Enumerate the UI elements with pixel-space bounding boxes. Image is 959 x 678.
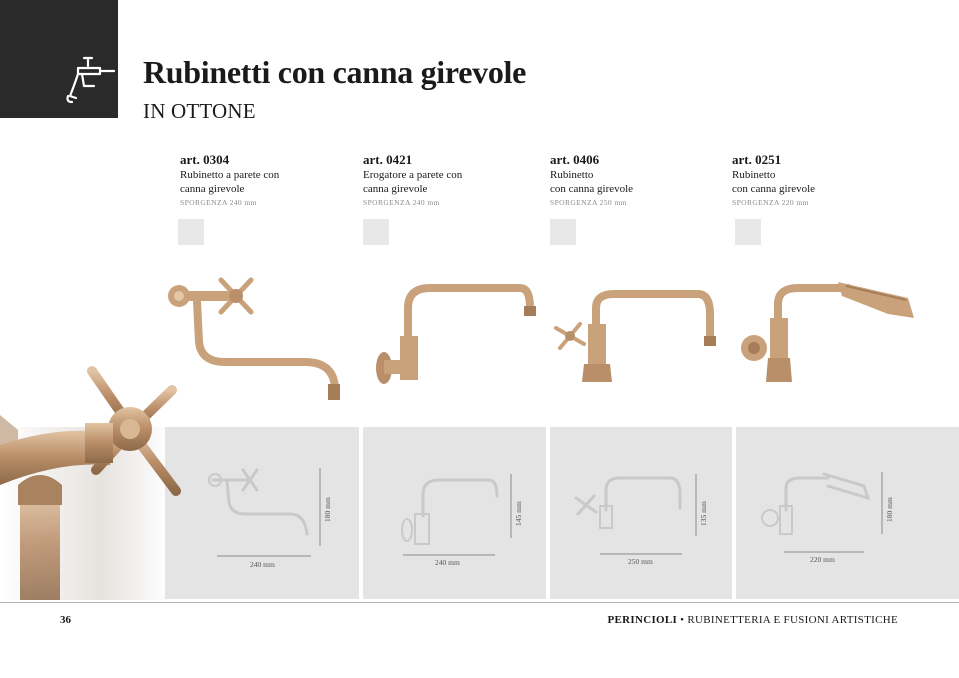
width-dimension: 220 mm [810,555,835,564]
product-code: art. 0251 [732,152,782,167]
footer-brand-line [607,614,898,626]
product-image-0421 [370,278,540,390]
product-image-0304 [165,262,350,407]
width-dimension: 250 mm [628,557,653,566]
faucet-icon [60,52,116,106]
product-code: art. 0304 [180,152,230,167]
height-dimension: 145 mm [514,501,523,526]
height-dimension: 180 mm [885,497,894,522]
corner-logo-block [0,0,118,118]
brand-name: PERINCIOLI [607,614,678,626]
product-code: art. 0421 [363,152,413,167]
height-dimension: 180 mm [323,497,332,522]
dimension-diagram-0406 [570,470,720,570]
dimension-diagram-0421 [395,470,530,570]
finish-swatch[interactable] [735,219,761,245]
product-image-0251 [738,278,918,386]
product-spec: SPORGENZA 240 mm [180,198,257,207]
page-number: 36 [60,614,71,626]
product-spec: SPORGENZA 220 mm [732,198,809,207]
product-spec: SPORGENZA 240 mm [363,198,440,207]
product-info-0421 [363,152,533,207]
product-info-0406 [550,152,720,207]
height-dimension: 135 mm [699,501,708,526]
width-dimension: 240 mm [250,560,275,569]
dimension-diagram-0251 [758,466,903,570]
page-title: Rubinetti con canna girevole [143,54,527,90]
product-image-0406 [550,288,720,388]
finish-swatch[interactable] [363,219,389,245]
footer-divider [0,602,959,603]
product-info-0304 [180,152,350,207]
brand-tagline: RUBINETTERIA E FUSIONI ARTISTICHE [687,614,898,626]
product-spec: SPORGENZA 250 mm [550,198,627,207]
finish-swatch[interactable] [178,219,204,245]
product-code: art. 0406 [550,152,600,167]
product-description: Erogatore a parete con canna girevole [363,169,463,195]
product-description: Rubinetto con canna girevole [732,169,816,195]
product-info-0251 [732,152,902,207]
dimension-diagram-0304 [205,462,340,572]
finish-swatch[interactable] [550,219,576,245]
footer-separator: • [680,614,685,626]
product-description: Rubinetto con canna girevole [550,169,634,195]
width-dimension: 240 mm [435,558,460,567]
page-subtitle: IN OTTONE [143,99,256,123]
product-description: Rubinetto a parete con canna girevole [180,169,280,195]
